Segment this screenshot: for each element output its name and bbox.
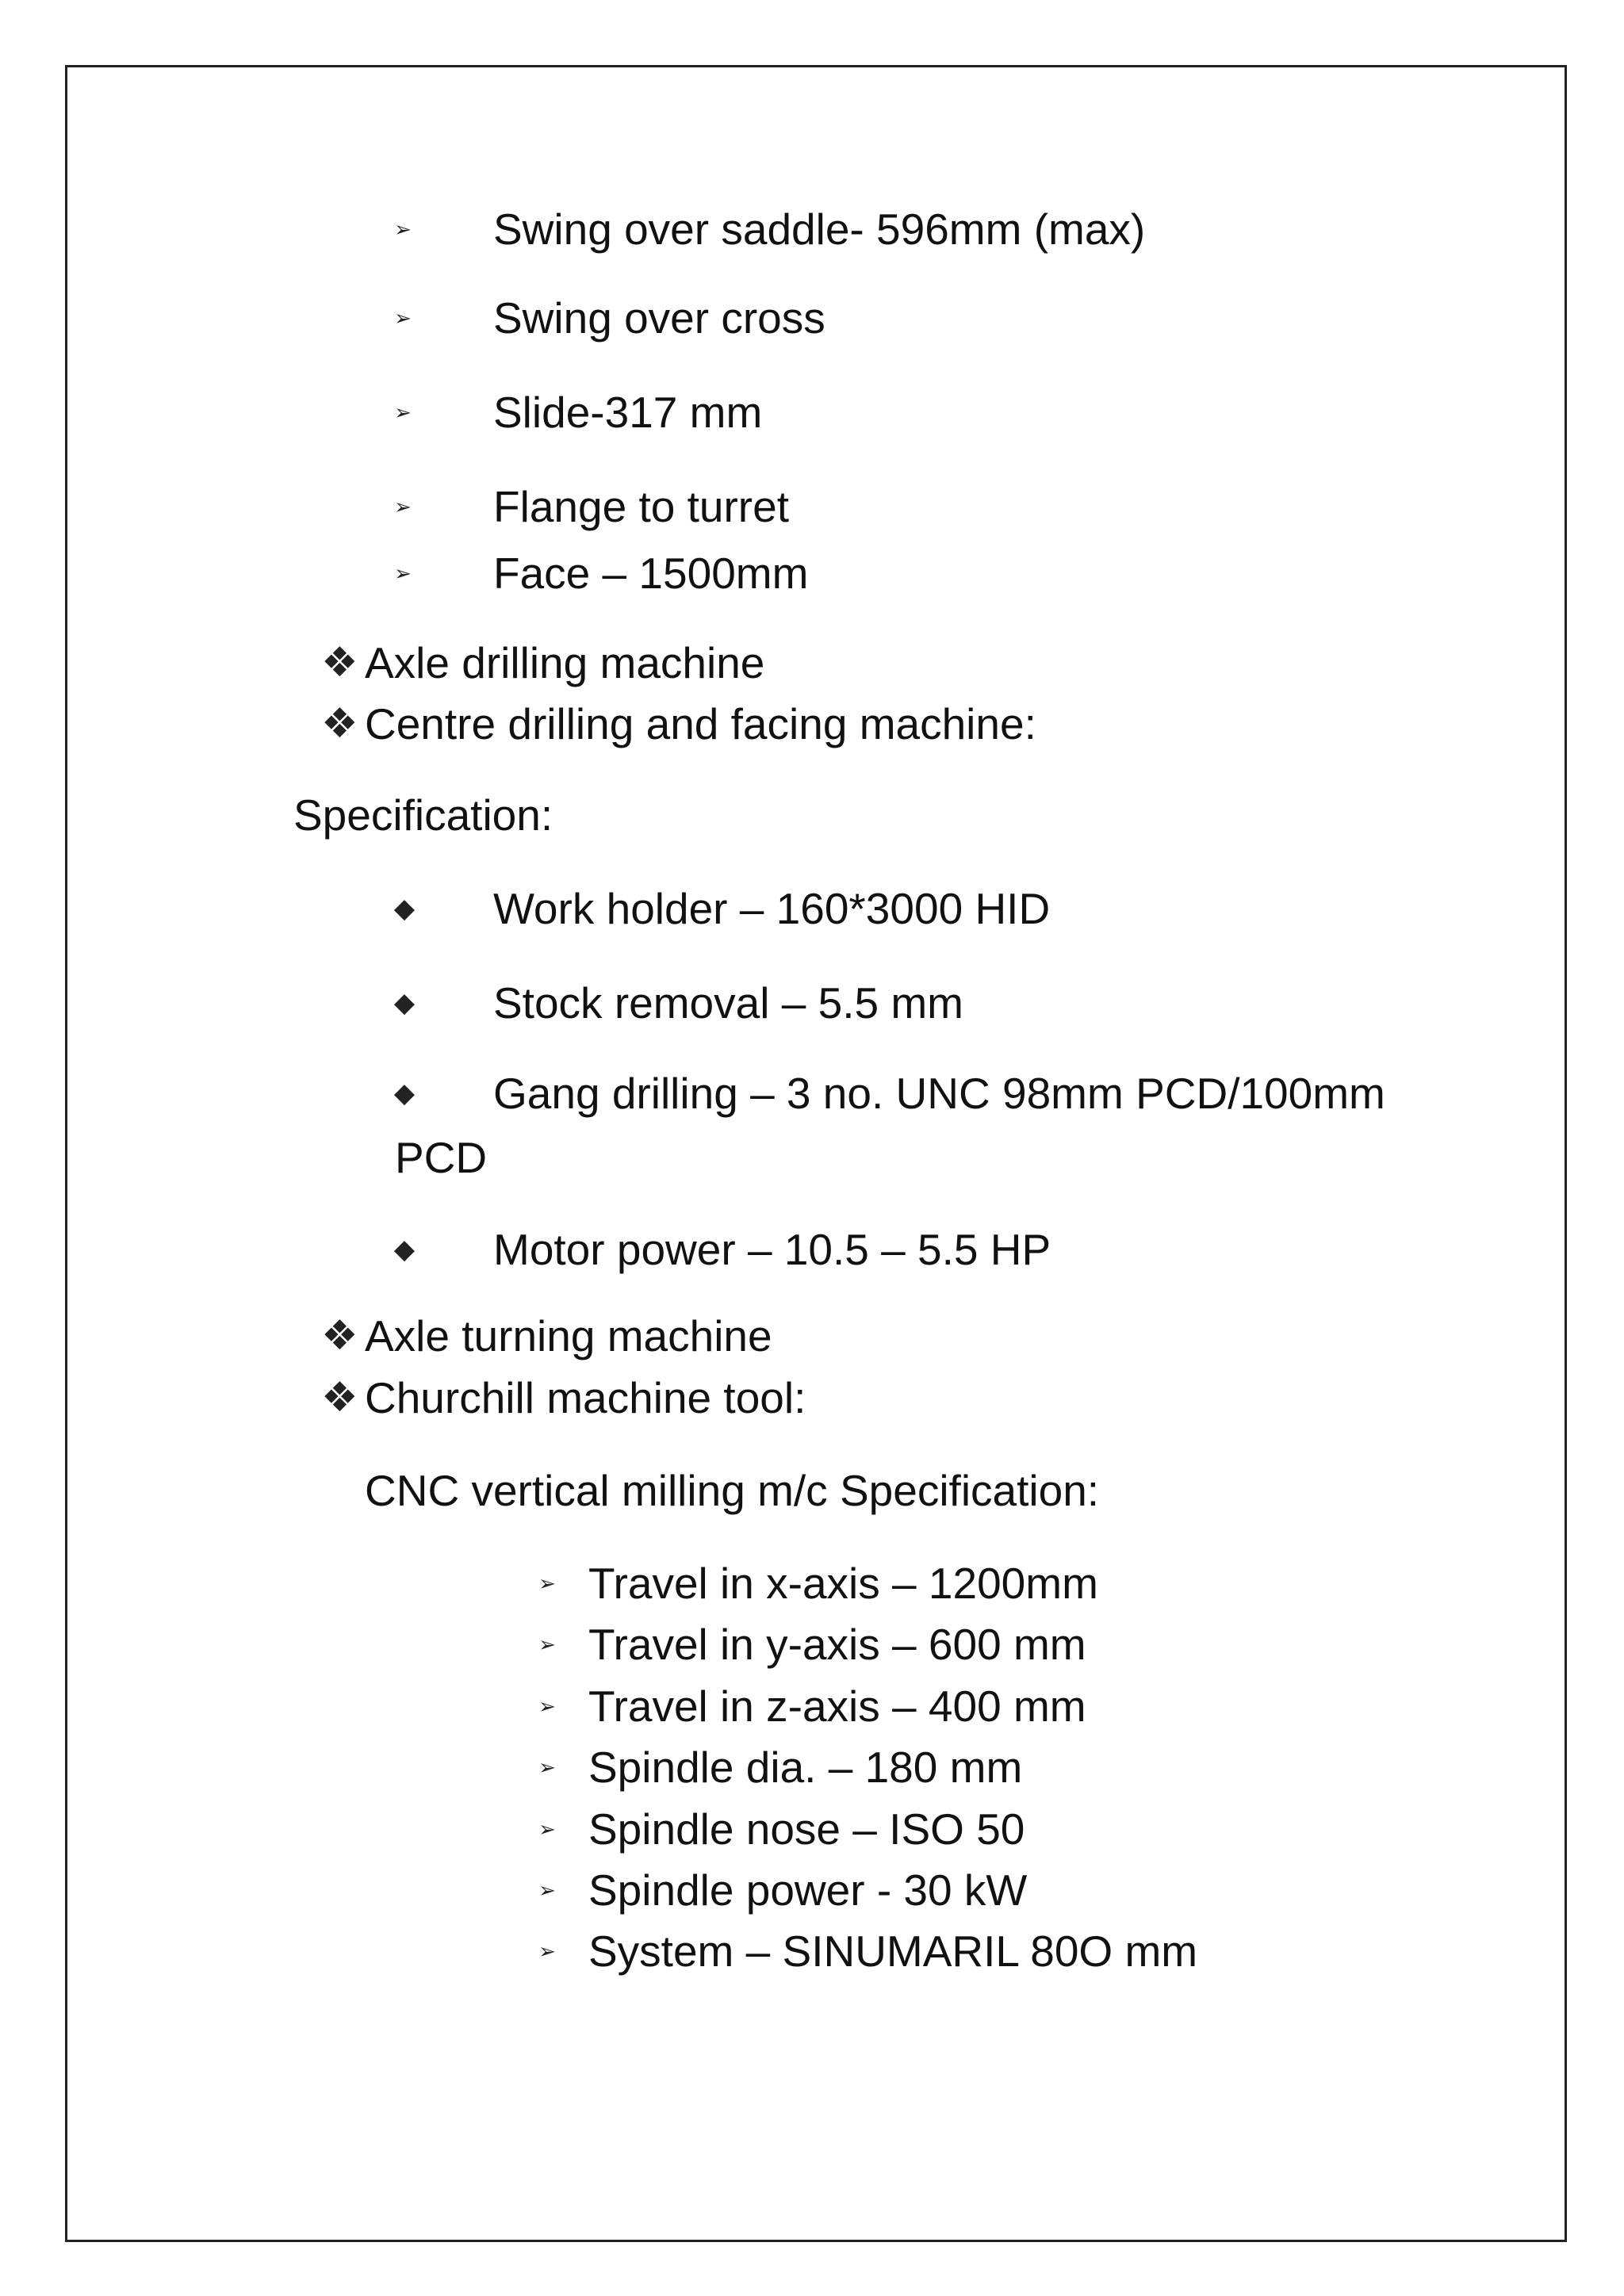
diamond-bullet-icon: ◆: [393, 1234, 416, 1265]
cnc-specification-heading: CNC vertical milling m/c Specification:: [365, 1466, 1100, 1515]
diamond-bullet-icon: ◆: [393, 894, 416, 924]
list-item: Spindle dia. – 180 mm: [588, 1743, 1023, 1792]
arrow-bullet-icon: ➢: [394, 306, 412, 330]
list-item: Face – 1500mm: [493, 549, 809, 598]
diamond-bullet-icon: ◆: [393, 988, 416, 1018]
clover-bullet-icon: ❖: [321, 1375, 358, 1421]
arrow-bullet-icon: ➢: [538, 1878, 556, 1902]
machine-item: Churchill machine tool:: [365, 1373, 806, 1422]
arrow-bullet-icon: ➢: [538, 1939, 556, 1963]
list-item: Flange to turret: [493, 482, 789, 531]
machine-item: Centre drilling and facing machine:: [365, 699, 1036, 748]
arrow-bullet-icon: ➢: [394, 495, 412, 519]
list-item: Swing over saddle- 596mm (max): [493, 205, 1146, 254]
list-item: Gang drilling – 3 no. UNC 98mm PCD/100mm: [493, 1069, 1385, 1118]
arrow-bullet-icon: ➢: [538, 1571, 556, 1595]
list-item: Swing over cross: [493, 293, 825, 342]
list-item: Travel in z-axis – 400 mm: [588, 1682, 1086, 1731]
list-item: Slide-317 mm: [493, 388, 763, 437]
arrow-bullet-icon: ➢: [394, 561, 412, 585]
arrow-bullet-icon: ➢: [538, 1755, 556, 1779]
arrow-bullet-icon: ➢: [538, 1694, 556, 1718]
clover-bullet-icon: ❖: [321, 701, 358, 747]
list-item: Stock removal – 5.5 mm: [493, 978, 963, 1027]
list-item: Travel in x-axis – 1200mm: [588, 1559, 1098, 1608]
list-item: Motor power – 10.5 – 5.5 HP: [493, 1225, 1051, 1274]
arrow-bullet-icon: ➢: [538, 1817, 556, 1841]
clover-bullet-icon: ❖: [321, 640, 358, 686]
arrow-bullet-icon: ➢: [538, 1632, 556, 1656]
specification-heading: Specification:: [293, 790, 553, 840]
diamond-bullet-icon: ◆: [393, 1078, 416, 1108]
arrow-bullet-icon: ➢: [394, 217, 412, 241]
arrow-bullet-icon: ➢: [394, 400, 412, 424]
machine-item: Axle drilling machine: [365, 638, 765, 687]
list-item-continuation: PCD: [395, 1133, 488, 1182]
clover-bullet-icon: ❖: [321, 1313, 358, 1359]
machine-item: Axle turning machine: [365, 1311, 772, 1360]
list-item: Spindle power - 30 kW: [588, 1866, 1028, 1915]
list-item: System – SINUMARIL 80O mm: [588, 1927, 1198, 1976]
list-item: Spindle nose – ISO 50: [588, 1804, 1025, 1854]
list-item: Travel in y-axis – 600 mm: [588, 1620, 1086, 1669]
list-item: Work holder – 160*3000 HID: [493, 884, 1051, 933]
